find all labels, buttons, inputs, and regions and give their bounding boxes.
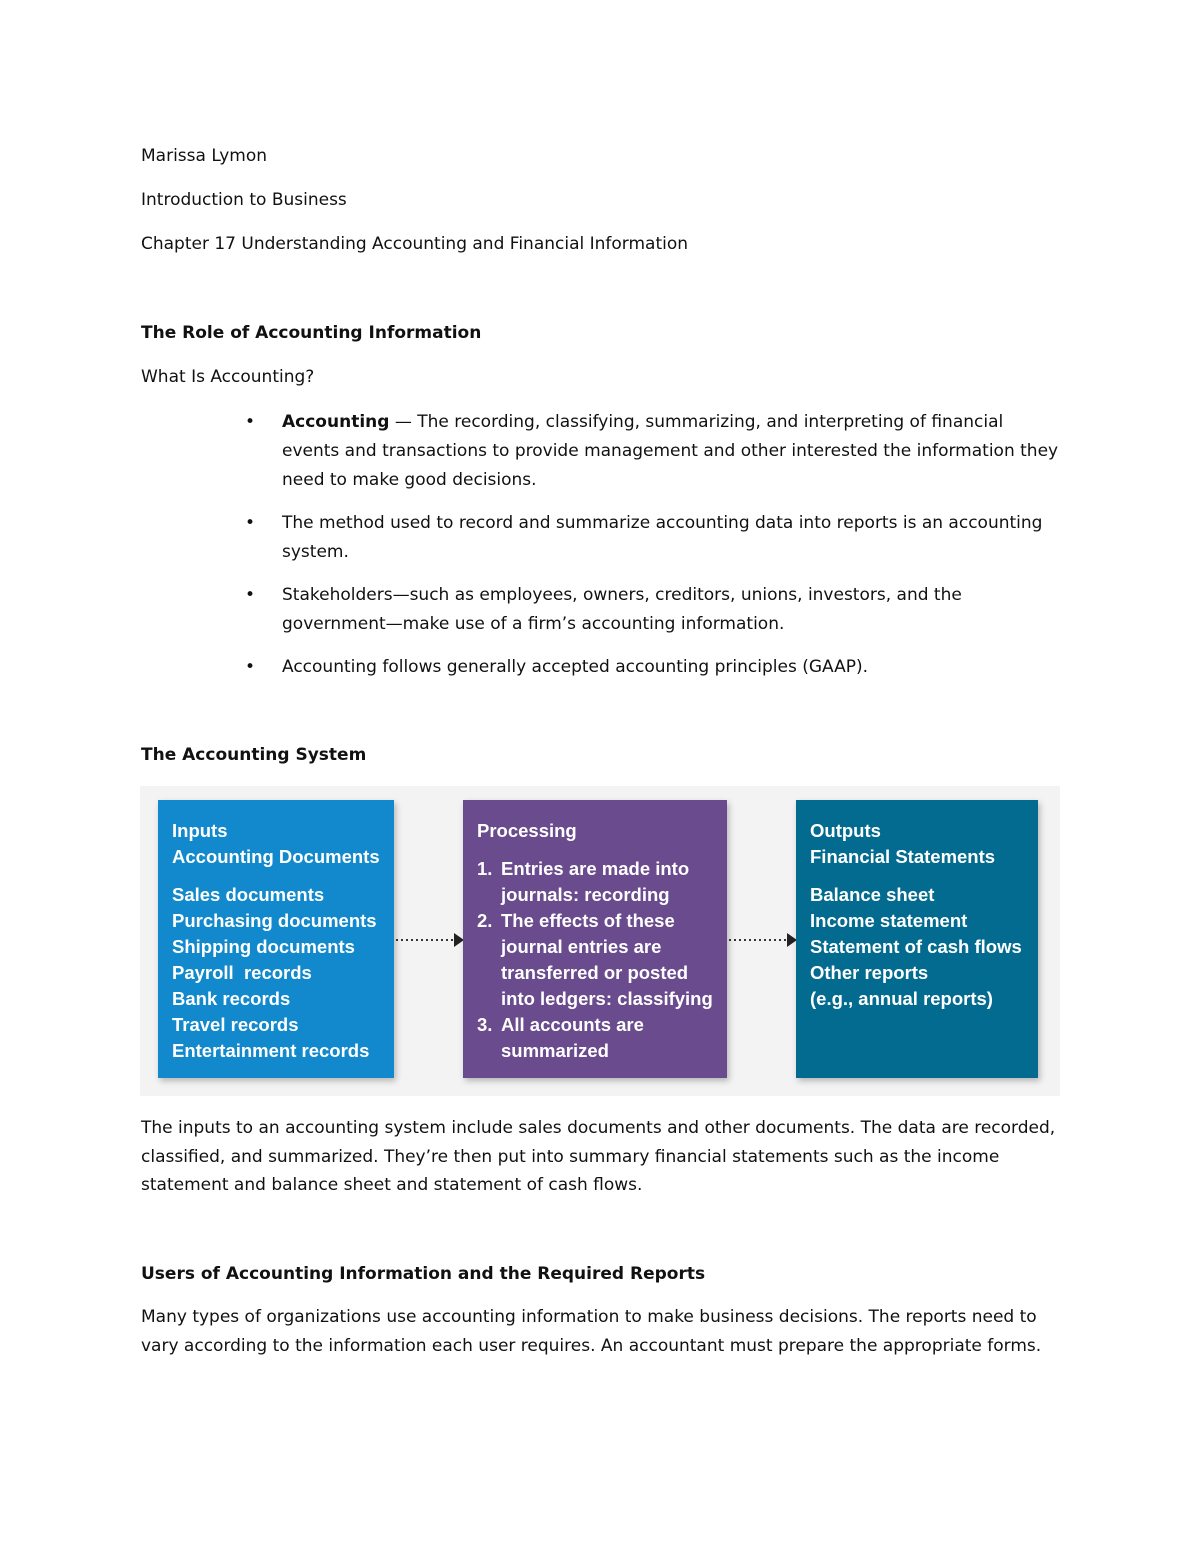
- section-heading-role: The Role of Accounting Information: [141, 323, 482, 343]
- arrow-right-icon: [396, 932, 464, 948]
- inputs-subtitle: Accounting Documents: [172, 846, 380, 867]
- outputs-title: Outputs: [810, 820, 881, 841]
- output-item: Other reports: [810, 962, 929, 983]
- processing-step: [477, 856, 713, 908]
- bullet-icon: •: [245, 412, 256, 432]
- section-heading-accounting-system: The Accounting System: [141, 745, 367, 765]
- inputs-title: Inputs: [172, 820, 228, 841]
- output-item: Balance sheet: [810, 884, 935, 905]
- input-item: Bank records: [172, 988, 291, 1009]
- input-item: Purchasing documents: [172, 910, 377, 931]
- input-item: Travel records: [172, 1014, 299, 1035]
- list-item: [245, 581, 1065, 639]
- bullet-text: Stakeholders—such as employees, owners, creditors, unions, investors, and the government—make use of a firm’s accounting information.: [282, 585, 962, 634]
- step-number: 2.: [477, 910, 493, 931]
- step-text: The effects of these journal entries are transferred or posted into ledgers: classifying: [501, 910, 713, 1009]
- output-item: (e.g., annual reports): [810, 988, 993, 1009]
- accounting-bullet-list: [245, 408, 1065, 696]
- list-item: [245, 653, 1065, 682]
- bullet-text: Accounting follows generally accepted accounting principles (GAAP).: [282, 657, 869, 677]
- definition-text: — The recording, classifying, summarizing, and interpreting of financial events and transactions to provide management and other interested the information they need to make good decisions.: [282, 412, 1059, 490]
- step-text: Entries are made into journals: recording: [501, 858, 690, 905]
- step-number: 1.: [477, 858, 493, 879]
- users-paragraph: Many types of organizations use accounting information to make business decisions. The reports need to vary according to the information each user requires. An accountant must prepare the appropriate forms.: [141, 1307, 1042, 1356]
- input-item: Shipping documents: [172, 936, 355, 957]
- course-title: Introduction to Business: [141, 190, 347, 210]
- subheading-what-is-accounting: What Is Accounting?: [141, 367, 315, 387]
- bullet-icon: •: [245, 513, 256, 533]
- output-item: Statement of cash flows: [810, 936, 1022, 957]
- term-accounting: Accounting: [282, 412, 390, 432]
- step-text: All accounts are summarized: [501, 1014, 644, 1061]
- list-item: [245, 408, 1065, 495]
- processing-step: [477, 1012, 713, 1064]
- input-item: Sales documents: [172, 884, 325, 905]
- inputs-box: [158, 800, 394, 1078]
- processing-box: [463, 800, 727, 1078]
- bullet-icon: •: [245, 657, 256, 677]
- input-item: Payroll records: [172, 962, 312, 983]
- input-item: Entertainment records: [172, 1040, 370, 1061]
- accounting-system-paragraph: The inputs to an accounting system include sales documents and other documents. The data are recorded, classified, and summarized. They’re then put into summary financial statements such as the income statement and balance sheet and statement of cash flows.: [141, 1118, 1056, 1195]
- output-item: Income statement: [810, 910, 968, 931]
- author-name: Marissa Lymon: [141, 146, 268, 166]
- bullet-icon: •: [245, 585, 256, 605]
- step-number: 3.: [477, 1014, 493, 1035]
- processing-step: [477, 908, 713, 1012]
- section-heading-users: Users of Accounting Information and the Required Reports: [141, 1264, 706, 1284]
- chapter-title: Chapter 17 Understanding Accounting and Financial Information: [141, 234, 689, 254]
- processing-steps: [477, 856, 713, 1064]
- arrow-right-icon: [729, 932, 797, 948]
- outputs-subtitle: Financial Statements: [810, 846, 996, 867]
- outputs-box: [796, 800, 1038, 1078]
- bullet-text: The method used to record and summarize accounting data into reports is an accounting system.: [282, 513, 1043, 562]
- accounting-system-diagram: [140, 786, 1060, 1096]
- processing-title: Processing: [477, 820, 577, 841]
- list-item: [245, 509, 1065, 567]
